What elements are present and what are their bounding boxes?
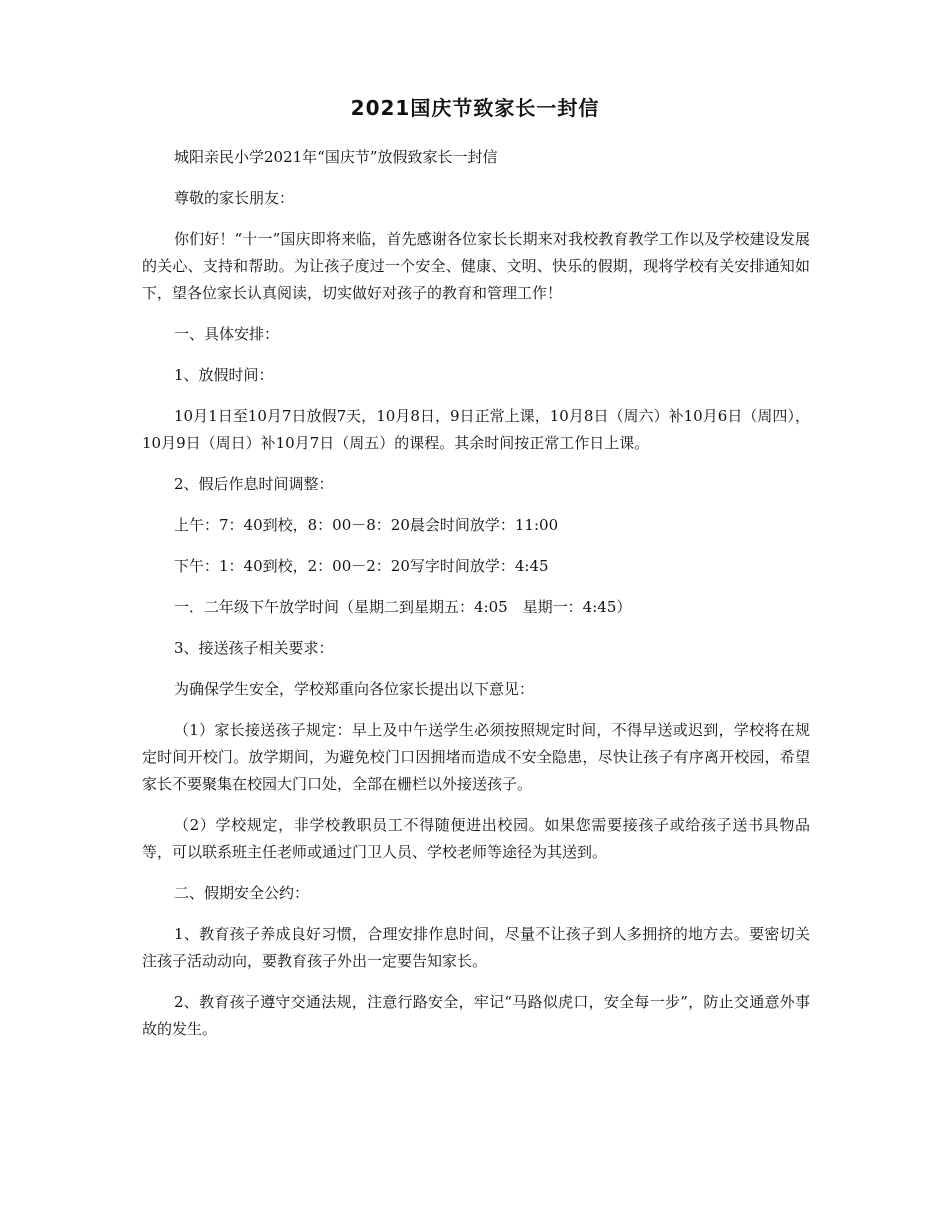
intro-paragraph: 你们好！“十一”国庆即将来临，首先感谢各位家长长期来对我校教育教学工作以及学校建设发展的关心、支持和帮助。为让孩子度过一个安全、健康、文明、快乐的假期，现将学校有关安排通知如下，望各位家长认真阅读，切实做好对孩子的教育和管理工作！	[142, 230, 810, 302]
item-heading-holiday-time: 1、放假时间：	[174, 366, 274, 384]
morning-schedule: 上午：7：40到校，8：00－8：20晨会时间放学：11:00	[174, 516, 559, 534]
pickup-rule-2: （2）学校规定，非学校教职员工不得随便进出校园。如果您需要接孩子或给孩子送书具物品等，可以联系班主任老师或通过门卫人员、学校老师等途径为其送到。	[142, 816, 810, 861]
salutation: 尊敬的家长朋友：	[174, 189, 295, 207]
afternoon-schedule: 下午：1：40到校，2：00－2：20写字时间放学：4:45	[174, 557, 549, 575]
document-title: 2021国庆节致家长一封信	[350, 96, 600, 120]
section-heading-arrangement: 一、具体安排：	[174, 325, 280, 343]
safety-rule-1: 1、教育孩子养成良好习惯，合理安排作息时间，尽量不让孩子到人多拥挤的地方去。要密切关注孩子活动动向，要教育孩子外出一定要告知家长。	[142, 925, 810, 970]
section-heading-safety: 二、假期安全公约：	[174, 884, 310, 902]
item-heading-schedule: 2、假后作息时间调整：	[174, 475, 334, 493]
safety-rule-2: 2、教育孩子遵守交通法规，注意行路安全，牢记“马路似虎口，安全每一步”，防止交通意外事故的发生。	[142, 993, 810, 1038]
document-body	[142, 144, 810, 1057]
grade-dismissal-schedule: 一．二年级下午放学时间（星期二到星期五：4:05 星期一：4:45）	[174, 598, 632, 616]
pickup-rule-1: （1）家长接送孩子规定：早上及中午送学生必须按照规定时间，不得早送或迟到，学校将在规定时间开校门。放学期间，为避免校门口因拥堵而造成不安全隐患，尽快让孩子有序离开校园，希望家长不要聚集在校园大门口处，全部在栅栏以外接送孩子。	[142, 721, 810, 793]
item-heading-pickup: 3、接送孩子相关要求：	[174, 639, 334, 657]
holiday-time-paragraph: 10月1日至10月7日放假7天，10月8日，9日正常上课，10月8日（周六）补10月6日（周四），10月9日（周日）补10月7日（周五）的课程。其余时间按正常工作日上课。	[142, 407, 810, 452]
pickup-intro: 为确保学生安全，学校郑重向各位家长提出以下意见：	[174, 680, 535, 698]
school-subtitle: 城阳亲民小学2021年“国庆节”放假致家长一封信	[174, 148, 498, 166]
